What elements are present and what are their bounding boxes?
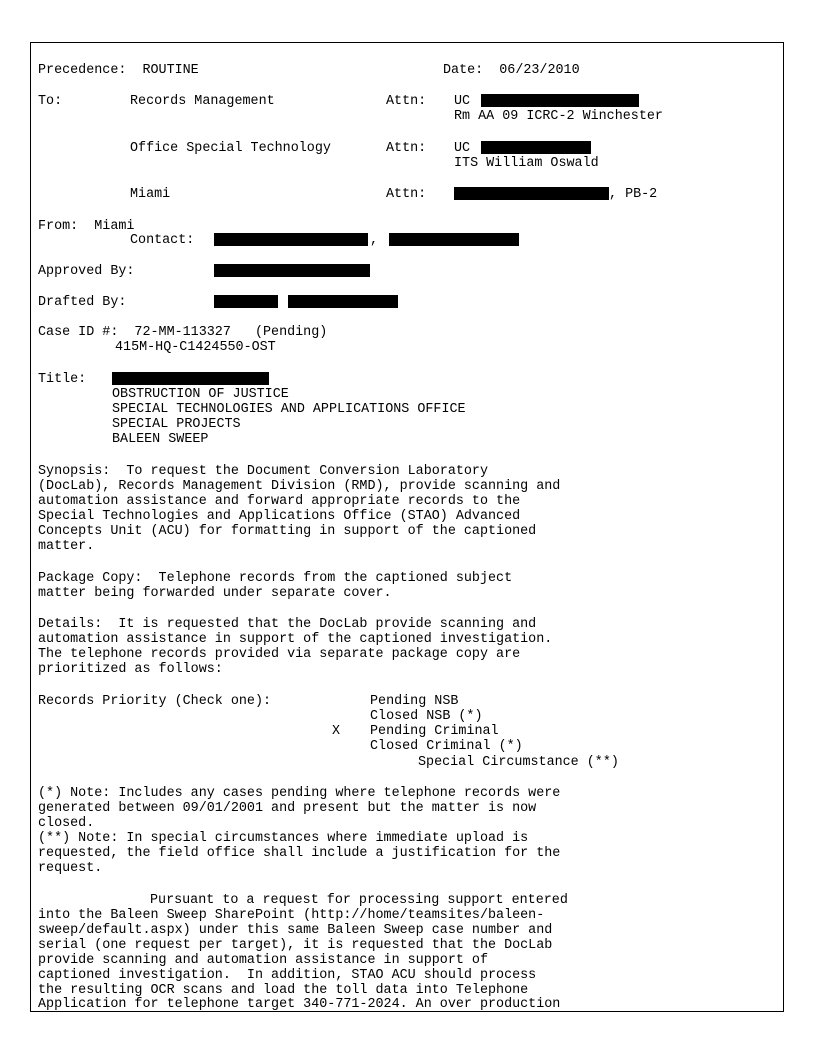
to-label: To: — [38, 94, 63, 109]
recipient-name: Miami — [130, 187, 171, 202]
date: Date: 06/23/2010 — [443, 63, 580, 78]
attn-line: Rm AA 09 ICRC-2 Winchester — [454, 109, 663, 124]
package-copy-line: Package Copy: Telephone records from the captioned subject — [38, 571, 513, 586]
contact-label: Contact: — [130, 233, 195, 248]
records-priority-label: Records Priority (Check one): — [38, 694, 272, 709]
redaction — [454, 187, 609, 200]
priority-option: Closed Criminal (*) — [370, 739, 523, 754]
synopsis-line: Concepts Unit (ACU) for formatting in support of the captioned — [38, 524, 537, 539]
note-line: (*) Note: Includes any cases pending where telephone records were — [38, 786, 561, 801]
synopsis-line: matter. — [38, 539, 95, 554]
title-label: Title: — [38, 372, 87, 387]
body-line: captioned investigation. In addition, STAO ACU should process — [38, 968, 537, 983]
priority-option: Closed NSB (*) — [370, 709, 483, 724]
redaction — [389, 233, 519, 246]
synopsis-line: Synopsis: To request the Document Conversion Laboratory — [38, 464, 488, 479]
synopsis-line: Special Technologies and Applications Office (STAO) Advanced — [38, 509, 521, 524]
body-line: serial (one request per target), it is requested that the DocLab — [38, 938, 553, 953]
redaction — [214, 233, 368, 246]
body-line: Pursuant to a request for processing support entered — [150, 893, 568, 908]
synopsis-line: automation assistance and forward appropriate records to the — [38, 494, 521, 509]
attn-line: UC — [454, 141, 471, 156]
drafted-by-label: Drafted By: — [38, 295, 127, 310]
package-copy-line: matter being forwarded under separate cover. — [38, 586, 392, 601]
case-id-secondary: 415M-HQ-C1424550-OST — [115, 340, 276, 355]
attn-suffix: , PB-2 — [609, 187, 658, 202]
redaction — [481, 141, 591, 154]
note-line: closed. — [38, 816, 95, 831]
details-line: prioritized as follows: — [38, 662, 223, 677]
details-line: The telephone records provided via separate package copy are — [38, 647, 521, 662]
title-line: OBSTRUCTION OF JUSTICE — [112, 387, 289, 402]
note-line: (**) Note: In special circumstances where immediate upload is — [38, 831, 529, 846]
from-line: From: Miami — [38, 219, 135, 234]
attn-label: Attn: — [386, 187, 427, 202]
attn-label: Attn: — [386, 141, 427, 156]
redaction — [288, 295, 398, 308]
title-line: BALEEN SWEEP — [112, 432, 209, 447]
title-line: SPECIAL PROJECTS — [112, 417, 241, 432]
synopsis-line: (DocLab), Records Management Division (RMD), provide scanning and — [38, 479, 561, 494]
priority-option: Special Circumstance (**) — [418, 755, 619, 770]
note-line: request. — [38, 861, 103, 876]
attn-line: UC — [454, 94, 471, 109]
note-line: generated between 09/01/2001 and present but the matter is now — [38, 801, 537, 816]
priority-check-mark: X — [332, 724, 341, 739]
details-line: Details: It is requested that the DocLab provide scanning and — [38, 617, 537, 632]
note-line: requested, the field office shall include a justification for the — [38, 846, 561, 861]
body-line: provide scanning and automation assistance in support of — [38, 953, 488, 968]
body-line: sweep/default.aspx) under this same Baleen Sweep case number and — [38, 923, 553, 938]
case-id: Case ID #: 72-MM-113327 (Pending) — [38, 325, 328, 340]
body-line: into the Baleen Sweep SharePoint (http://home/teamsites/baleen- — [38, 908, 545, 923]
details-line: automation assistance in support of the captioned investigation. — [38, 632, 553, 647]
recipient-name: Office Special Technology — [130, 141, 331, 156]
redaction — [112, 372, 269, 385]
priority-option: Pending NSB — [370, 694, 459, 709]
priority-option: Pending Criminal — [370, 724, 499, 739]
attn-line: ITS William Oswald — [454, 156, 599, 171]
precedence: Precedence: ROUTINE — [38, 63, 199, 78]
redaction — [214, 264, 370, 277]
contact-separator: , — [370, 233, 379, 248]
redaction — [214, 295, 278, 308]
recipient-name: Records Management — [130, 94, 275, 109]
body-line: the resulting OCR scans and load the toll data into Telephone — [38, 983, 529, 998]
title-line: SPECIAL TECHNOLOGIES AND APPLICATIONS OFFICE — [112, 402, 466, 417]
approved-by-label: Approved By: — [38, 264, 135, 279]
attn-label: Attn: — [386, 94, 427, 109]
body-line: Application for telephone target 340-771-2024. An over production — [38, 997, 561, 1012]
redaction — [481, 94, 639, 107]
